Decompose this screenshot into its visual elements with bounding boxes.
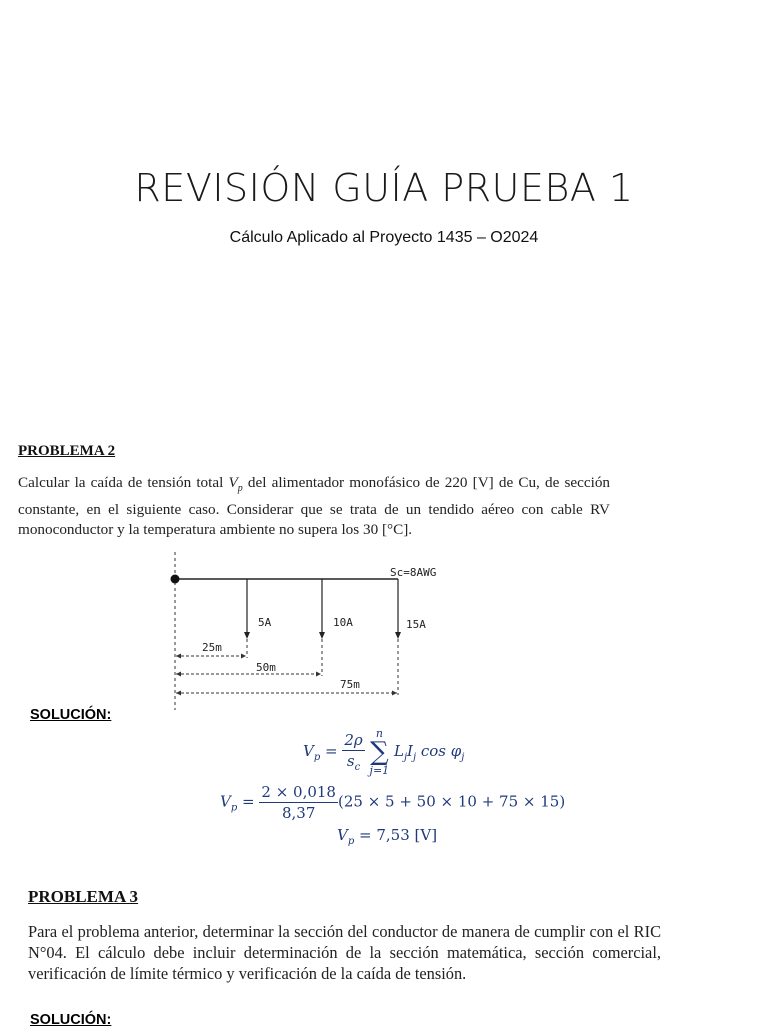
distance-label-2: 50m: [256, 661, 276, 674]
f1-L: L: [393, 742, 404, 760]
f1-num: 2ρ: [344, 731, 363, 749]
f2-num: 2 × 0,018: [261, 783, 336, 801]
f1-den: $s_c$: [346, 752, 361, 773]
f2-den: 8,37: [281, 804, 316, 822]
formula-voltage-drop-numeric: $V_p$ = $\frac{2 \times 0,018}{8,37}$ (25 × 5 + 50 × 10 + 75 × 15): [220, 783, 566, 822]
dim-arrow-2b: [316, 672, 321, 677]
problem2-heading: PROBLEMA 2: [18, 443, 116, 459]
load-label-2: 10A: [333, 616, 353, 629]
f1-fraction: [342, 731, 364, 773]
page-subtitle: Cálculo Aplicado al Proyecto 1435 – O2024: [229, 229, 539, 246]
load-arrowhead-1: [244, 632, 250, 639]
source-node: [171, 575, 180, 584]
solution-heading-1: SOLUCIÓN:: [30, 707, 112, 723]
distance-label-1: 25m: [202, 641, 222, 654]
load-label-1: 5A: [258, 616, 272, 629]
f2-equals: =: [242, 792, 255, 811]
f3-rhs: = 7,53 [V]: [359, 826, 438, 844]
dim-arrow-2a: [176, 672, 181, 677]
load-label-3: 15A: [406, 618, 426, 631]
f1-equals: =: [325, 742, 338, 760]
f2-fraction: [259, 783, 338, 822]
problem3-statement: Para el problema anterior, determinar la sección del conductor de manera de cumplir con el RIC N°04. El cálculo debe incluir determinación de la sección matemática, sección comercial, verificación de límite térmico y verificación de la caída de tensión.: [28, 922, 661, 983]
f1-lhs: V: [303, 742, 314, 760]
summation-symbol: n ∑ j=1: [369, 727, 390, 777]
f2-rhs: (25 × 5 + 50 × 10 + 75 × 15): [337, 792, 566, 811]
dim-arrow-1b: [241, 654, 246, 659]
f1-I: I: [407, 742, 413, 760]
load-arrowhead-2: [319, 632, 325, 639]
problem2-text-a: Calcular la caída de tensión total: [18, 474, 229, 491]
f1-lhs-sub: p: [313, 752, 321, 763]
f2-lhs: V: [220, 792, 231, 811]
problem2-statement: [18, 473, 610, 541]
feeder-diagram: [160, 548, 440, 713]
problem2-var-sub: p: [237, 483, 243, 495]
load-arrowhead-3: [395, 632, 401, 639]
dim-arrow-3b: [392, 691, 397, 696]
problem2-var: V: [228, 474, 238, 491]
page-title: REVISIÓN GUÍA PRUEBA 1: [134, 166, 634, 210]
distance-label-3: 75m: [340, 678, 360, 691]
formula-voltage-drop-general: $V_p$ = $\frac{2\rho}{s_c}$ n ∑ j=1 $L_jI_j$ $\cos \varphi_j$: [303, 727, 465, 777]
f1-cos: cos φ: [420, 742, 462, 760]
dim-arrow-1a: [176, 654, 181, 659]
dim-arrow-3a: [176, 691, 181, 696]
f3-lhs: V: [337, 826, 348, 844]
section-label: Sc=8AWG: [390, 566, 437, 579]
problem3-heading: PROBLEMA 3: [28, 887, 139, 906]
problem2-text-b: del alimentador monofásico de 220 [V] de Cu, de sección constante, en el siguiente caso. Considerar que se trata de un tendido aéreo con cable RV monoconductor y la temperatura ambiente no supera los 30 [°C].: [18, 474, 611, 539]
solution-heading-2: SOLUCIÓN:: [30, 1012, 112, 1028]
formula-voltage-drop-result: $V_p = 7,53$ [V]: [337, 826, 438, 847]
